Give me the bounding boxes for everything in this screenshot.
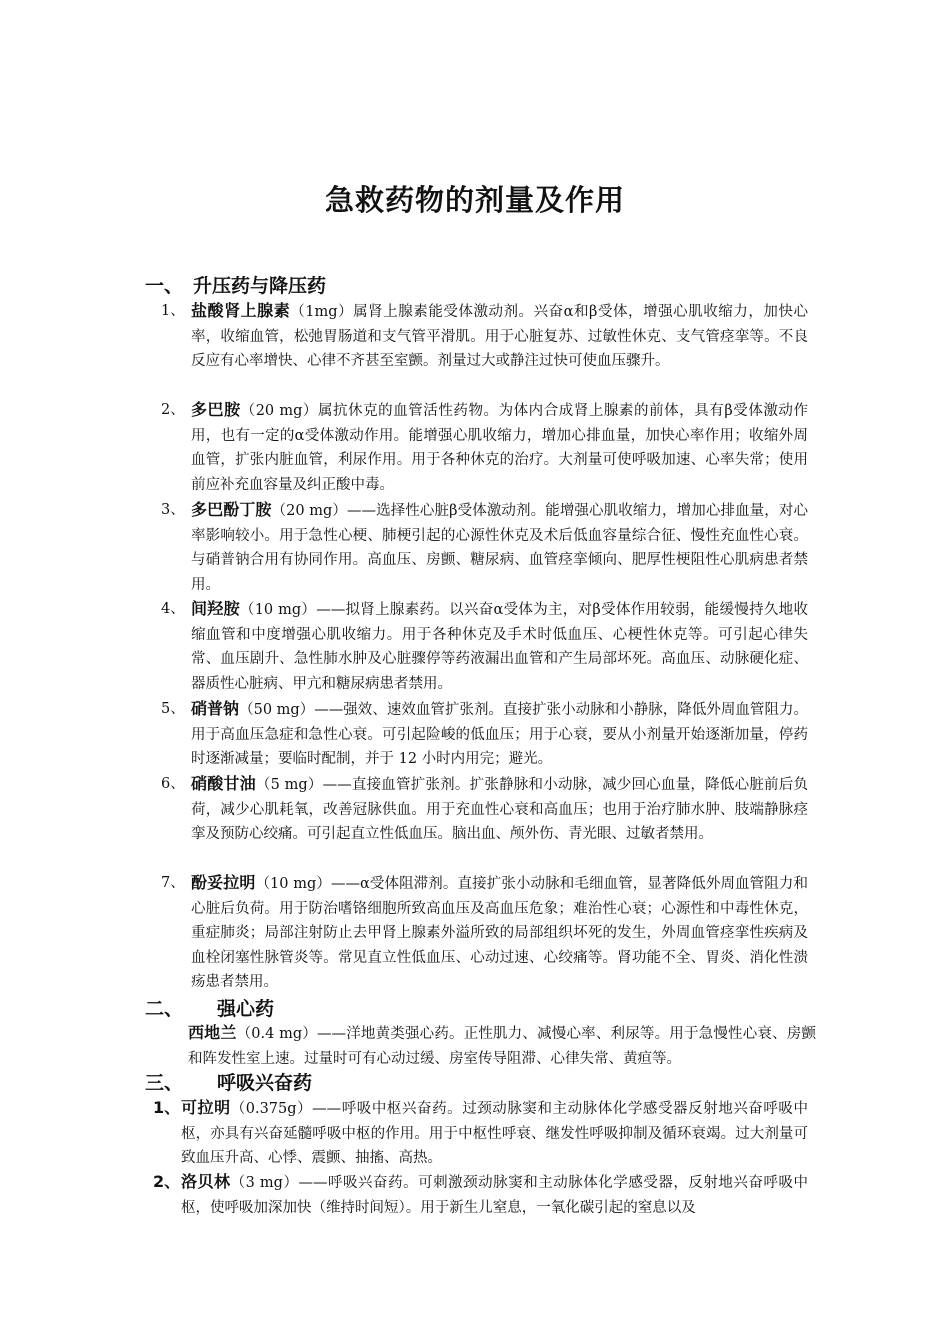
drug-description: （20 mg）——选择性心脏β受体激动剂。能增强心肌收缩力，增加心排血量，对心率影响较小。用于急性心梗、肺梗引起的心源性休克及术后低血容量综合征、慢性充血性心衰。与硝普钠合用有协同作用。高血压、房颤、糖尿病、血管痉挛倾向、肥厚性梗阻性心肌病患者禁用。	[191, 503, 808, 593]
list-item	[161, 398, 808, 497]
drug-description: （0.375g）——呼吸中枢兴奋药。过颈动脉窦和主动脉体化学感受器反射地兴奋呼吸中枢，亦具有兴奋延髓呼吸中枢的作用。用于中枢性呼衰、继发性呼吸抑制及循环衰竭。过大剂量可致血压升高、心悸、震颤、抽搐、高热。	[181, 1101, 808, 1167]
list-item	[161, 772, 808, 847]
item-number: 5、	[161, 701, 185, 717]
section-number: 一、	[145, 275, 184, 297]
list-item	[188, 1021, 816, 1071]
drug-description: （3 mg）——呼吸兴奋药。可刺激颈动脉窦和主动脉体化学感受器，反射地兴奋呼吸中枢，使呼吸加深加快（维持时间短）。用于新生儿窒息，一氧化碳引起的窒息以及	[181, 1175, 808, 1216]
drug-name: 硝普钠	[191, 699, 240, 718]
drug-description: （0.4 mg）——洋地黄类强心药。正性肌力、减慢心率、利尿等。用于急慢性心衰、房颤和阵发性室上速。过量时可有心动过缓、房室传导阻滞、心律失常、黄疸等。	[188, 1026, 816, 1067]
section-heading-2	[145, 996, 274, 1022]
section-heading-1	[145, 273, 326, 299]
item-number: 4、	[161, 601, 185, 617]
item-number: 6、	[161, 776, 185, 792]
drug-name: 间羟胺	[191, 599, 240, 618]
drug-name: 硝酸甘油	[191, 774, 256, 793]
item-number: 7、	[161, 875, 185, 891]
drug-description: （20 mg）属抗休克的血管活性药物。为体内合成肾上腺素的前体，具有β受体激动作用，也有一定的α受体激动作用。能增强心肌收缩力，增加心排血量，加快心率作用；收缩外周血管，扩张内脏血管，利尿作用。用于各种休克的治疗。大剂量可使呼吸加速、心率失常；使用前应补充血容量及纠正酸中毒。	[191, 403, 808, 493]
drug-name: 西地兰	[188, 1023, 237, 1042]
drug-name: 可拉明	[181, 1098, 231, 1117]
document-title: 急救药物的剂量及作用	[324, 183, 625, 217]
section-number: 三、	[145, 1072, 184, 1094]
drug-description: （10 mg）——拟肾上腺素药。以兴奋α受体为主，对β受体作用较弱，能缓慢持久地收缩血管和中度增强心肌收缩力。用于各种休克及手术时低血压、心梗性休克等。可引起心律失常、血压剧升、急性肺水肿及心脏骤停等药液漏出血管和产生局部坏死。高血压、动脉硬化症、器质性心脏病、甲亢和糖尿病患者禁用。	[191, 602, 808, 692]
drug-description: （1mg）属肾上腺素能受体激动剂。兴奋α和β受体，增强心肌收缩力，加快心率，收缩血管，松弛胃肠道和支气管平滑肌。用于心脏复苏、过敏性休克、支气管痉挛等。不良反应有心率增快、心律不齐甚至室颤。剂量过大或静注过快可使血压骤升。	[191, 304, 808, 370]
section-number: 二、	[145, 998, 184, 1020]
item-number: 2、	[161, 402, 185, 418]
drug-name: 酚妥拉明	[191, 873, 256, 892]
item-number: 1、	[161, 303, 185, 319]
list-item	[153, 1170, 808, 1220]
section-heading-3	[145, 1070, 312, 1096]
list-item	[161, 498, 808, 597]
list-item	[153, 1096, 808, 1171]
drug-description: （50 mg）——强效、速效血管扩张剂。直接扩张小动脉和小静脉，降低外周血管阻力。用于高血压急症和急性心衰。可引起险峻的低血压；用于心衰，要从小剂量开始逐渐加量，停药时逐渐减量；要临时配制，并于 12 小时内用完；避光。	[191, 702, 808, 768]
drug-description: （10 mg）——α受体阻滞剂。直接扩张小动脉和毛细血管，显著降低外周血管阻力和心脏后负荷。用于防治嗜铬细胞所致高血压及高血压危象；难治性心衰；心源性和中毒性休克，重症肺炎；局部注射防止去甲肾上腺素外溢所致的局部组织坏死的发生，外周血管痉挛性疾病及血栓闭塞性脉管炎等。常见直立性低血压、心动过速、心绞痛等。肾功能不全、胃炎、消化性溃疡患者禁用。	[191, 876, 808, 991]
section-title: 升压药与降压药	[193, 275, 327, 297]
item-number: 2、	[153, 1172, 181, 1191]
drug-name: 多巴胺	[191, 400, 241, 419]
section-title: 强心药	[217, 998, 275, 1020]
item-number: 3、	[161, 502, 185, 518]
list-item	[161, 697, 808, 772]
list-item	[161, 597, 808, 696]
drug-name: 盐酸肾上腺素	[191, 301, 291, 320]
item-number: 1、	[153, 1098, 181, 1117]
list-item	[161, 299, 808, 374]
list-item	[161, 871, 808, 995]
drug-name: 多巴酚丁胺	[191, 500, 272, 519]
drug-description: （5 mg）——直接血管扩张剂。扩张静脉和小动脉，减少回心血量，降低心脏前后负荷，减少心肌耗氧，改善冠脉供血。用于充血性心衰和高血压；也用于治疗肺水肿、肢端静脉痉挛及预防心绞痛。可引起直立性低血压。脑出血、颅外伤、青光眼、过敏者禁用。	[191, 777, 808, 843]
drug-name: 洛贝林	[181, 1172, 231, 1191]
section-title: 呼吸兴奋药	[217, 1072, 313, 1094]
